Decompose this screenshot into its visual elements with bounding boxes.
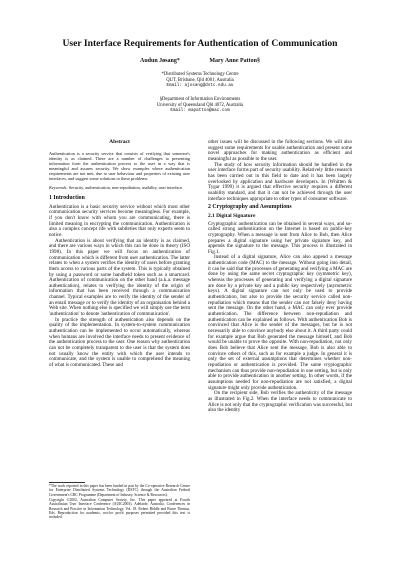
left-column bbox=[49, 140, 190, 369]
keywords-text: Security, authentication, non-repudiation, usability, user interface. bbox=[68, 184, 184, 190]
body-paragraph: Instead of a digital signature, Alice can also append a message authentication code (MAC) to the message. Without going into detail, it can be said that the processes of generating and verifying a MAC are done by using the same secret cryptographic key (symmetric key), whereas the processes of generating and verifying a digital signature are done by a private key and a public key respectively (asymmetric keys). A digital signature can not only be used to provide authentication, but also to provide the security service called non-repudiation which means that the sender can not falsely deny having sent the message. On the other hand, a MAC can only ever provide authentication. The difference between non-repudiation and authentication can be explained as follows. With authentication Bob is convinced that Alice is the sender of the messages, but he is not necessarily able to convince anybody else about it. A third party could for example argue that Bob generated the message himself, and Bob would be unable to prove the opposite. With non-repudiation, not only does Bob believe that Alice sent the message, Bob is also able to convince others of this, such as for example a judge. In general it is only the set of external assumptions that determines whether non-repudiation or authentication is provided. The same cryptographic mechanism can thus provide non-repudiation in one setting, but is only able to provide authentication in another setting. In other words, if the assumptions needed for non-repudiation are not satisfied, a digital signature might only provide authentication. bbox=[208, 254, 352, 391]
affiliation-email: Email: ajosang@dstc.edu.au bbox=[166, 83, 234, 89]
affiliation-line: QUT, Brisbane, Qld 4001, Australia bbox=[166, 77, 234, 83]
affiliation-block bbox=[40, 72, 360, 89]
footnote-rule bbox=[49, 482, 85, 483]
paper-title: User Interface Requirements for Authentication of Communication bbox=[62, 38, 338, 49]
author-list bbox=[40, 58, 360, 65]
section-heading: 1 Introduction bbox=[49, 194, 85, 201]
keywords-label: Keywords: bbox=[49, 184, 68, 190]
author-name: Audun Jøsang* bbox=[139, 58, 180, 64]
section-heading: 2 Cryptography and Assumptions bbox=[208, 204, 292, 211]
footnote-text: *The work reported in this paper has been funded in part by the Co-operative Research Centre for Enterprise Distributed Systems Technology (DSTC) through the Australian Federal Government's CRC Programme (Department of Industry, Science & Resources). bbox=[49, 484, 190, 497]
footnote bbox=[49, 484, 190, 521]
footnote-text: Copyright ©2002, Australian Computer Society, Inc. This paper appeared at Fourth Australasian User Interface Conference (AUIC2003), Adelaide, Australia. Conferences in Research and Practice in Information Technology, Vol. 18. Robert Biddle and Bruce Thomas, Eds. Reproduction for academic, not-for profit purposes permitted provided this text is included. bbox=[49, 498, 190, 520]
affiliation-line: University of Queensland Qld 4072, Australia bbox=[156, 102, 244, 108]
body-paragraph: Authentication is a basic security service without which most other communication security services become meaningless. For example, if you don't know with whom you are communicating, there is limited meaning in encrypting the communication. Authentication is also a complex concept rife with subtleties that only experts seem to notice. bbox=[49, 203, 190, 238]
affiliation-line: *Distributed Systems Technology Centre bbox=[161, 72, 239, 77]
subsection-heading: 2.1 Digital Signature bbox=[208, 212, 256, 219]
right-column bbox=[208, 140, 352, 414]
affiliation-block bbox=[40, 97, 360, 114]
body-paragraph: On the recipient side, Bob verifies the authenticity of the message as illustrated in Fig.2. When the interface needs to communicate to Alice is not only that the cryptographic verification was successful, but also the identity bbox=[208, 390, 352, 414]
body-paragraph: Cryptographic authentication can be obtained in several ways, and so-called strong authentication on the Internet is based on public-key cryptography. When a message is sent from Alice to Bob, then Alice prepares a digital signature using her private signature key, and appends the signature to the message. This process is illustrated in Fig.1. bbox=[208, 220, 352, 255]
keywords-line bbox=[49, 185, 190, 190]
body-paragraph: Authentication is about verifying that an identity is as claimed, and there are various ways in which this can be done in theory (ISO 1998). In this paper we will focus on authentication of communication which is different from user authentication. The latter relates to when a system verifies the identity of users before granting them access to various parts of the system. This is typically obtained by using a password or some handheld token such as a smartcard. Authentication of communication on the other hand (a.k.a. message authentication), relates to verifying the identity of the origin of information that has been received through a communication channel. Typical examples are to verify the identity of the sender of an email message or to verify the identity of an organisation behind a Web site. When nothing else is specified we will simply use the term 'authentication' to denote 'authentication of communication'. bbox=[49, 237, 190, 318]
body-paragraph: In practice the strength of authentication also depends on the quality of the implementation. In system-to-system communication authentication can be implemented to occur automatically, whereas when humans are involved the interface needs to present evidence of the authentication process to the user. One reason why authentication can not be completely transparent to the user is that the system does not usually know the entity with which the user intends to communicate, and the system is unable to comprehend the meaning of what is communicated. These and bbox=[49, 316, 190, 369]
body-paragraph: other issues will be discussed in the following sections. We will also suggest some requirements for usable authentication and present some novel approaches for making authentication as efficient and meaningful as possible to the user. bbox=[208, 139, 352, 162]
affiliation-line: §Department of Information Environments bbox=[159, 97, 241, 102]
author-name: Mary Anne Patton§ bbox=[209, 58, 261, 64]
abstract-heading: Abstract bbox=[109, 139, 130, 145]
affiliation-email: Email: mapatton@mac.com bbox=[170, 108, 230, 114]
abstract-text: Authentication is a security service that consists of verifying that someone's identity is as claimed. There are a number of challenges to presenting information from the authentication process to the user in a way that is meaningful and assures security. We show examples where authentication requirements are not met, due to user behaviour and properties of existing user interfaces, and suggest some solutions to these problems. bbox=[49, 150, 190, 181]
body-paragraph: The study of how security information should be handled in the user interface forms part of security usability. Relatively little research has been carried out in this field to date and it has been largely overlooked by application and hardware developers. In (Whitten & Tygar 1999) it is argued that effective security requires a different usability standard, and that it can not be achieved through the user interface techniques appropriate to other types of consumer software. bbox=[208, 161, 352, 202]
